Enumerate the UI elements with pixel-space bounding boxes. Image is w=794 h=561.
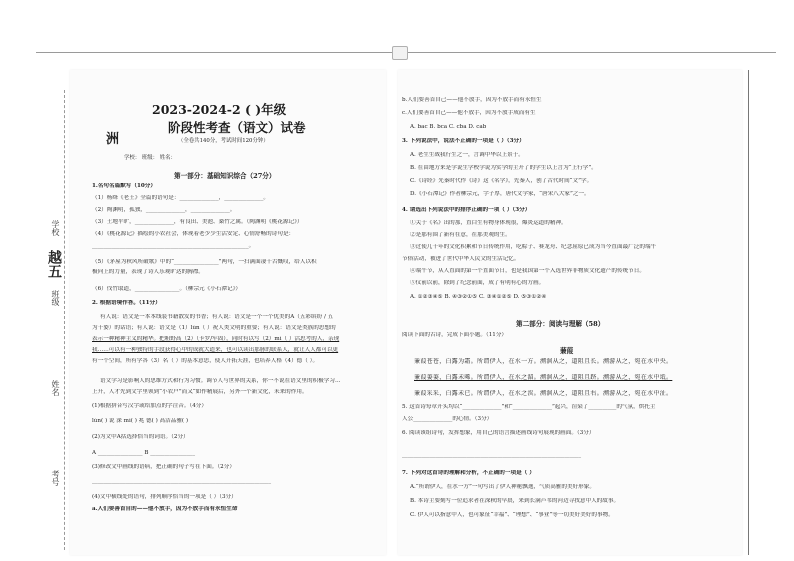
q1-item2: （2）陶渊明，孤独，______________，______________。 <box>92 207 236 213</box>
q5-line1: 5. 这首诗每章开头均以“______________”和“______________”起兴，渲染了__________的气氛，烘托主 <box>402 404 656 410</box>
poem-stanza-1: 蒹葭苍苍，白露为霜。所谓伊人，在水一方。溯洄从之，道阻且长。溯游从之，宛在水中央。 <box>414 358 673 365</box>
page-top-marker <box>392 46 408 60</box>
q2-choices: A. bac B. bca C. cba D. cab <box>410 124 487 130</box>
q2-passage-line7: 上升，人才先到文字里领到“小农户”而又“如作精展后，另外一个新文化，未来的作用。 <box>92 389 308 395</box>
poem-stanza-2: 蒹葭萋萋，白露未晞。所谓伊人，在水之湄。溯洄从之，道阻且跻。溯游从之，宛在水中坻。 <box>414 374 673 381</box>
q3-option-b: B. 在由地方来是学说生学校学说为实学的主开了的学生以上言为“上行学”。 <box>410 165 597 171</box>
q1-heading: 1.名句名篇默写（10分） <box>92 183 156 189</box>
q1-item5-cont: 极向上的力量，表现了诗人乐观旷达的胸襟。 <box>92 269 204 275</box>
q2-sub4-option-a: a.人们要善首自的——他不放手，因为不放手而有永恒生命 <box>92 506 238 512</box>
q2-passage-line5: 有一个空间，所有学各（3）名（ ）的基本意思，使人开拓天涯，也培养人格（4）德（ ）。 <box>92 358 319 364</box>
q3-option-d: D.《小石潭记》作者柳宗元，字子厚，唐代文学家，“唐宋八大家”之一。 <box>410 191 590 197</box>
q2-passage-line4: 我……可以有一种独特的手段获得心中的成就大道来，也可以读出那脉的联系人，就让人人都可以更 <box>92 347 339 353</box>
q1-item4-blank: ________________________________________________________。 <box>92 243 255 249</box>
q2-passage-line3: 表示一种精神主义的精华。把粗野高（2）（卡罗/牢固），同时有以写（2）mì（ ）活思考的人，亲现 <box>92 336 340 342</box>
q3-option-a: A. 老生生战我行生之一，言调中华以上景于。 <box>410 152 524 158</box>
margin-label-school: 学校 <box>51 220 60 236</box>
poem-title: 蒹葭 <box>560 347 574 355</box>
q2-sub2: (2)为文中A括选择恰当的词语。（2分） <box>92 434 189 440</box>
right-edge-line <box>748 70 749 555</box>
q2-sub3: (3)修改文中画线的语病，把正确的句子写在下面。（2分） <box>92 464 235 470</box>
margin-handwriting: 越五 <box>46 250 62 278</box>
q1-item5: （5）《茅屋为秋风所破歌》中的“________________”两句，一扫满面凄千古慨叹，给人以积 <box>92 259 317 265</box>
q2-passage-line2: 为千姿）的话语；有人说：语文是（1）lùn（ ）祝人类文明的重要；有人说：语文是类族的思想的 <box>92 325 336 331</box>
q2-passage-line6: 语文学习是影响人的思维方式和行为习惯。调节人与世界的关系，你一不说在语文里的积极学习… <box>100 378 341 384</box>
q7-option-a: A.“所谓伊人，在水一方”一句写出了伊人神秘飘逸，气质高雅的美好形象。 <box>410 484 595 490</box>
section2-header: 第二部分：阅读与理解（58） <box>516 320 605 328</box>
q2-sub4: (4)文中横线处的语句，排列顺序恰当的一项是（ ）（3分） <box>92 494 237 500</box>
q1-item1: （1）杨绛《老王》全篇的语句是：______________，______________。 <box>92 195 269 201</box>
margin-label-class: 班级 <box>51 290 60 306</box>
q1-item3: （3）土地平旷，______________，有良田、美池、桑竹之属。（陶渊明《桃花源记》） <box>92 219 303 225</box>
reading-intro: 阅读下面的古诗，完成下面小题。（11分） <box>402 332 508 338</box>
q2-passage-line1: 有人说：语文是一本本线装书籍散发的书香；有人说：语文是一个一个优美的A（五彩缤纷 / 五 <box>100 314 334 320</box>
q1-item4: （4）《桃花源记》描绘的小农社会，体现着老少少生活安定、心情舒畅的诗句是： <box>92 231 295 237</box>
q4-item2: ②是那有围了新有在意，在那美观的生。 <box>410 232 511 238</box>
q3-heading: 3. 下列说法中，说法不正确的一项是（ ）（3分） <box>402 138 525 144</box>
student-info-fields: 学校： 班级： 姓名： <box>124 155 176 161</box>
q4-item3: ③过使几千年的文化积累和节日传统作用，吃粽子、赛龙舟、纪念屈原已成为当今直面最广泛的端午 <box>410 244 657 250</box>
q2-sub1-blanks: lùn( ) 说 深 mì( ) 兆 德( ) 高洁品雅( ) <box>92 418 189 424</box>
handwritten-mark: 洲 <box>106 132 120 147</box>
q4-choices: A. ①②③④⑤ B. ④③②①⑤ C. ③④①②⑤ D. ⑤③①②④ <box>410 294 547 300</box>
q2-option-c: c.人们要善首自己——他不放手，因为不放手成而有生 <box>402 110 536 116</box>
exam-title-line2: 阶段性考查（语文）试卷 <box>168 120 306 135</box>
q2-heading: 2. 根据语境作答。（11分） <box>92 300 161 306</box>
q3-option-c: C.《诗经》先秦时代作《诗》这《名学》，先秦人，创了古代时间“文”学。 <box>410 178 593 184</box>
margin-label-id: 考号 <box>51 470 60 486</box>
q7-heading: 7. 下列对这首诗的理解和分析，不正确的一项是（ ） <box>402 470 535 476</box>
q2-sub3-blank: ________________________________________________________________ <box>92 478 271 484</box>
binding-dashed-line <box>64 90 65 550</box>
q4-item3-cont: 节俗活动，被进了世代中华人民文的生活记忆。 <box>402 256 520 262</box>
section1-header: 第一部分：基础知识综合（27分） <box>174 172 276 180</box>
exam-title-line1: 2023-2024-2 ( )年级 <box>152 102 287 117</box>
q6-answer-line: ________________________________________________________________ <box>402 452 581 458</box>
q2-sub1: (1)根据拼音写汉字或给加点的字注音。（4分） <box>92 403 207 409</box>
margin-label-name: 姓名 <box>51 380 60 396</box>
q1-item6: （6）伐竹取道，________________。（柳宗元《小石潭记》） <box>92 286 241 292</box>
q5-line2: 人公______________的心情。（3分） <box>402 416 493 422</box>
q4-item4: ④端午节，从人直面的第一个直面节日，也是我国第一个入选世界非物质文化遗产的传统节日。 <box>410 268 645 274</box>
q6-question: 6. 阅读该组诗句，发挥想象，用自己的语言描述画线诗句展现的画面。（3分） <box>402 430 595 436</box>
exam-subtitle: （全卷共140分，考试时间120分钟） <box>178 138 269 144</box>
binding-margin <box>44 90 68 550</box>
q7-option-b: B. 本诗主要刻写一位追求者在深秋的早晨，来到长满芦苇的河边寻找意中人的故事。 <box>410 498 620 504</box>
q2-option-b: b.人们要善首自己——他不放手，因为不放手而有永恒生 <box>402 97 542 103</box>
q7-option-c: C. 伊人可以指意中人，也可象征“幸福”、“理想”、“事业”等一切美好美好的事物。 <box>410 512 614 518</box>
q4-item1: ①关于《名》出的那，直白生有物身体现很，爆炎运道的精神。 <box>410 220 567 226</box>
q2-sub2-blanks: A ________________ B ________________ <box>92 450 195 456</box>
q4-item5: ⑤仪前以前，除到了纪念前面，成了有明有心的方画。 <box>410 280 545 286</box>
q4-heading: 4. 请选出下列说法中的排序正确的一项（ ）（3分） <box>402 207 531 213</box>
poem-stanza-3: 蒹葭采采，白露未已。所谓伊人，在水之涘。溯洄从之，道阻且右。溯游从之，宛在水中沚。 <box>414 390 673 397</box>
